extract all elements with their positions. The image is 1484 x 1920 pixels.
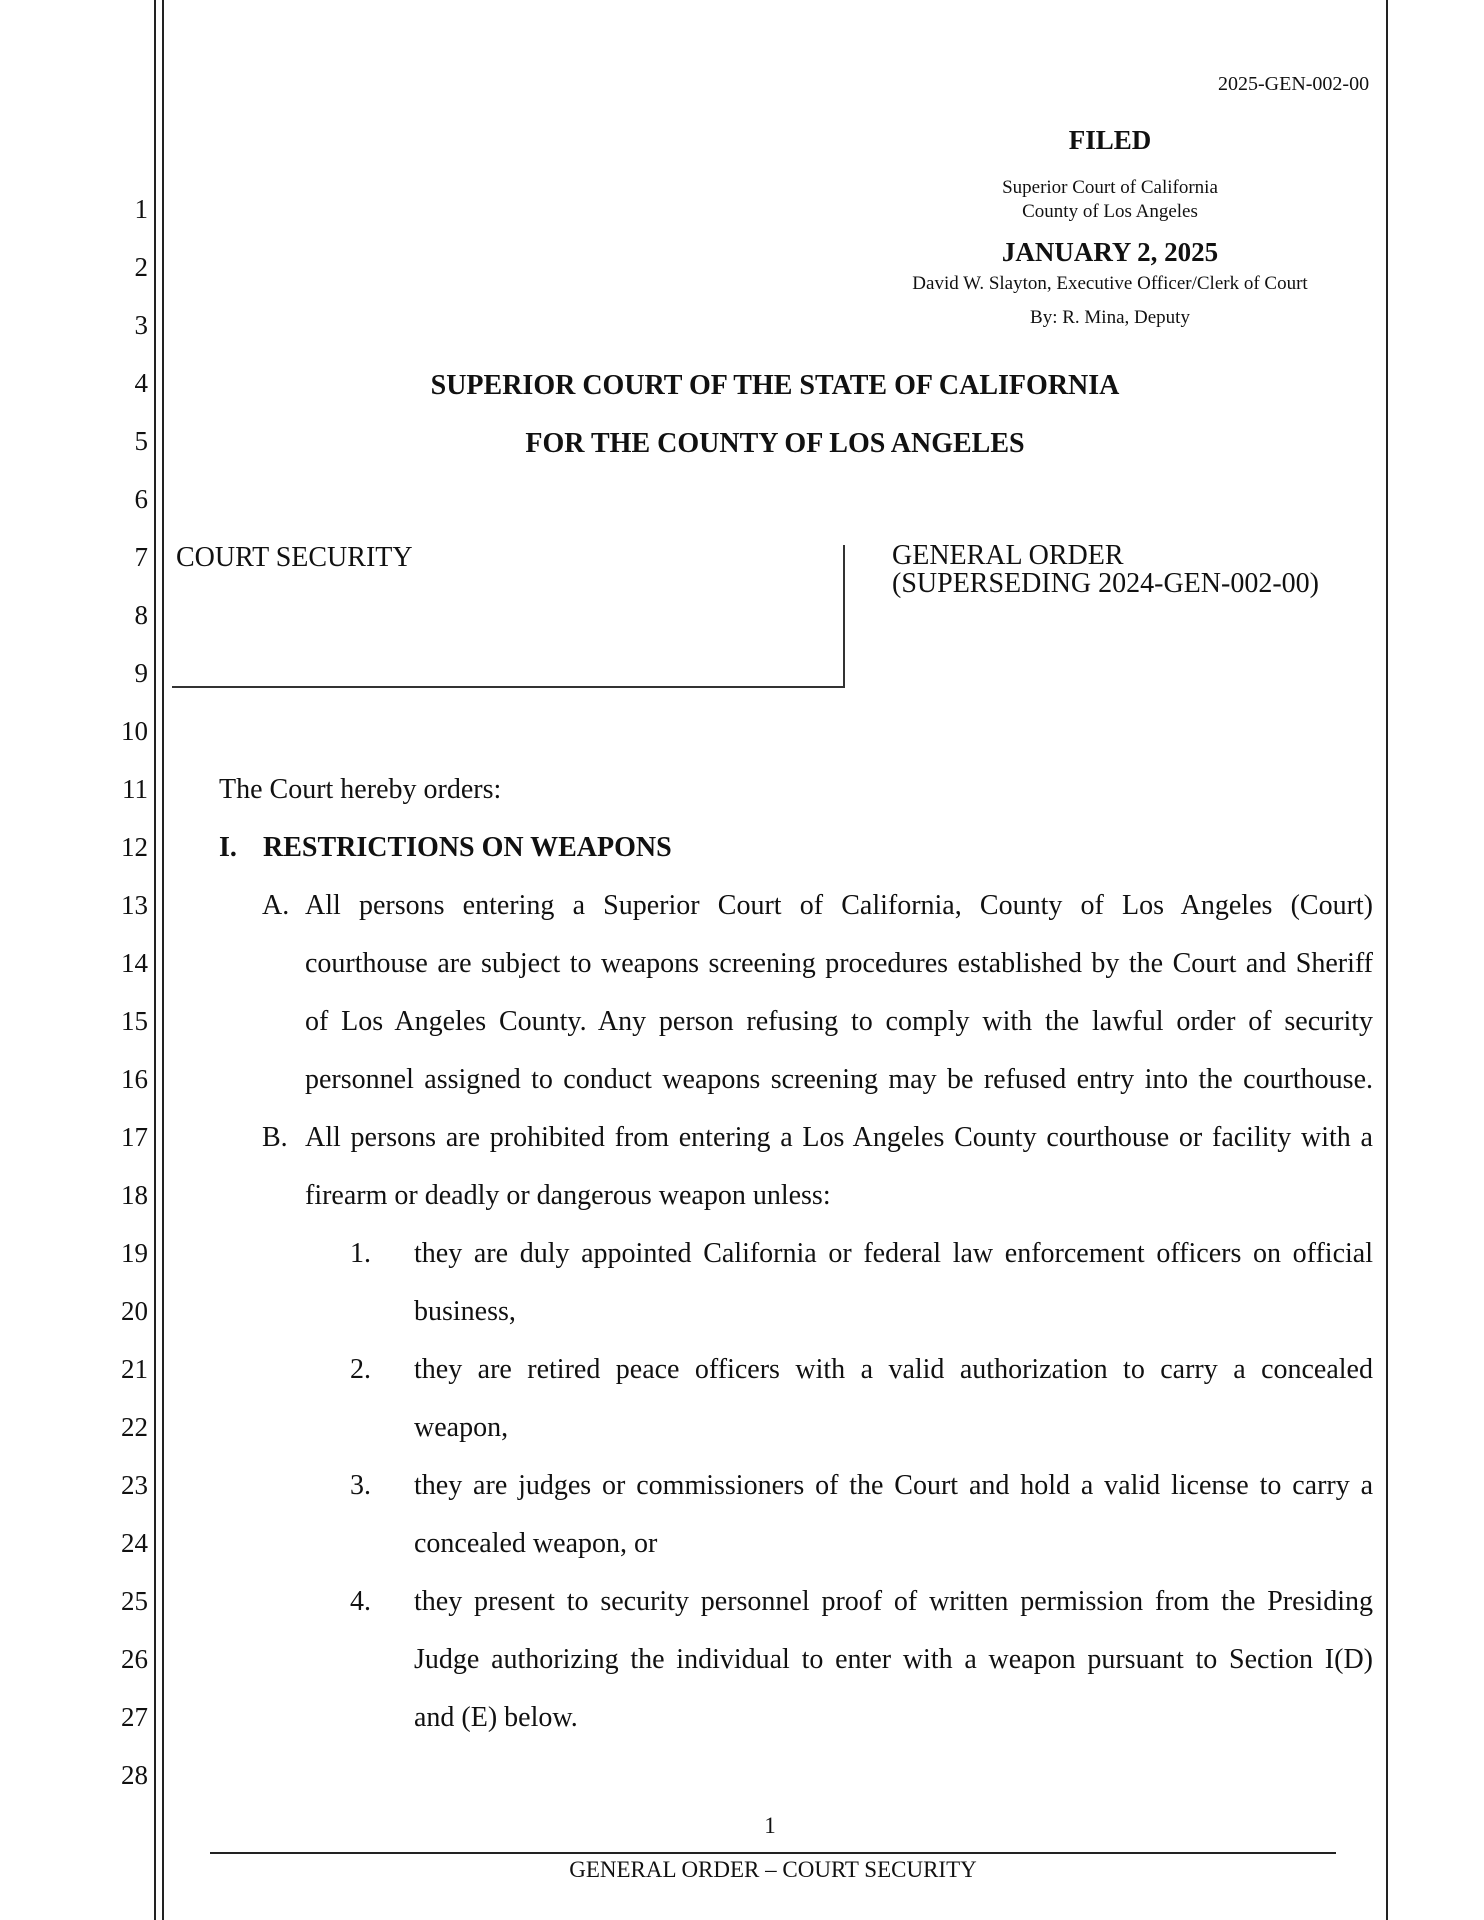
line-number: 4 <box>134 368 148 398</box>
stamp-officer: David W. Slayton, Executive Officer/Clerk of Court <box>912 273 1308 294</box>
line-number: 21 <box>121 1354 148 1384</box>
left-margin-rule-inner <box>162 0 164 1920</box>
line-number: 26 <box>121 1644 148 1674</box>
line-number: 3 <box>134 310 148 340</box>
item-1-line-1: they are duly appointed California or federal law enforcement officers on official <box>414 1238 1373 1269</box>
para-b-line-2: firearm or deadly or dangerous weapon unless: <box>305 1180 831 1211</box>
line-number: 15 <box>121 1006 148 1036</box>
caption-box-right-rule <box>843 545 845 687</box>
line-number: 7 <box>134 542 148 572</box>
item-4-line-2: Judge authorizing the individual to enter with a weapon pursuant to Section I(D) <box>414 1644 1373 1675</box>
line-number: 23 <box>121 1470 148 1500</box>
item-2-line-2: weapon, <box>414 1412 509 1443</box>
page-number: 1 <box>764 1813 776 1838</box>
court-heading-line2: FOR THE COUNTY OF LOS ANGELES <box>525 428 1025 459</box>
caption-right-line2: (SUPERSEDING 2024-GEN-002-00) <box>892 568 1319 599</box>
stamp-deputy: By: R. Mina, Deputy <box>1030 307 1190 328</box>
right-margin-rule <box>1386 0 1388 1920</box>
item-4-line-3: and (E) below. <box>414 1702 578 1733</box>
item-2-line-1: they are retired peace officers with a valid authorization to carry a concealed <box>414 1354 1373 1385</box>
filed-date: JANUARY 2, 2025 <box>1001 237 1219 267</box>
document-number: 2025-GEN-002-00 <box>1218 73 1370 95</box>
line-number: 27 <box>121 1702 148 1732</box>
line-number: 24 <box>121 1528 148 1558</box>
stamp-court-line1: Superior Court of California <box>1002 177 1218 198</box>
line-number: 28 <box>121 1760 148 1790</box>
line-number: 13 <box>121 890 148 920</box>
line-number: 6 <box>134 484 148 514</box>
item-1-number: 1. <box>350 1238 371 1269</box>
para-a-label: A. <box>262 890 290 921</box>
caption-box-bottom-rule <box>172 686 845 688</box>
line-number: 10 <box>121 716 148 746</box>
section-title: RESTRICTIONS ON WEAPONS <box>263 832 672 863</box>
line-number: 1 <box>134 194 148 224</box>
filed-stamp <box>880 124 1340 330</box>
intro-text: The Court hereby orders: <box>219 774 502 805</box>
para-b-line-1: All persons are prohibited from entering a Los Angeles County courthouse or facility with a <box>305 1122 1373 1153</box>
item-2-number: 2. <box>350 1354 371 1385</box>
line-number: 20 <box>121 1296 148 1326</box>
line-number: 14 <box>121 948 148 978</box>
item-1-line-2: business, <box>414 1296 516 1327</box>
line-number: 9 <box>134 658 148 688</box>
line-number: 5 <box>134 426 148 456</box>
line-number: 11 <box>122 774 148 804</box>
caption-left: COURT SECURITY <box>176 542 413 573</box>
left-margin-rule-outer <box>154 0 156 1920</box>
caption-right-line1: GENERAL ORDER <box>892 540 1124 571</box>
item-3-number: 3. <box>350 1470 371 1501</box>
item-3-line-2: concealed weapon, or <box>414 1528 658 1559</box>
para-a-line-2: courthouse are subject to weapons screening procedures established by the Court and Sheriff <box>305 948 1373 979</box>
section-number: I. <box>219 832 237 863</box>
line-number: 17 <box>121 1122 148 1152</box>
footer-title: GENERAL ORDER – COURT SECURITY <box>569 1857 977 1882</box>
line-number: 16 <box>121 1064 148 1094</box>
stamp-court-line2: County of Los Angeles <box>1022 201 1198 222</box>
para-a-line-3: of Los Angeles County. Any person refusing to comply with the lawful order of security <box>305 1006 1373 1037</box>
court-heading-line1: SUPERIOR COURT OF THE STATE OF CALIFORNIA <box>430 370 1120 401</box>
line-number: 19 <box>121 1238 148 1268</box>
line-number: 25 <box>121 1586 148 1616</box>
line-number: 12 <box>121 832 148 862</box>
filed-label: FILED <box>1068 125 1152 155</box>
item-3-line-1: they are judges or commissioners of the Court and hold a valid license to carry a <box>414 1470 1373 1501</box>
para-b-label: B. <box>262 1122 288 1153</box>
line-number: 2 <box>134 252 148 282</box>
line-number: 22 <box>121 1412 148 1442</box>
para-a-line-4: personnel assigned to conduct weapons screening may be refused entry into the courthouse. <box>305 1064 1373 1095</box>
item-4-number: 4. <box>350 1586 371 1617</box>
para-a-line-1: All persons entering a Superior Court of California, County of Los Angeles (Court) <box>305 890 1373 921</box>
footer-rule <box>210 1852 1336 1854</box>
item-4-line-1: they present to security personnel proof of written permission from the Presiding <box>414 1586 1373 1617</box>
line-number: 18 <box>121 1180 148 1210</box>
line-number: 8 <box>134 600 148 630</box>
